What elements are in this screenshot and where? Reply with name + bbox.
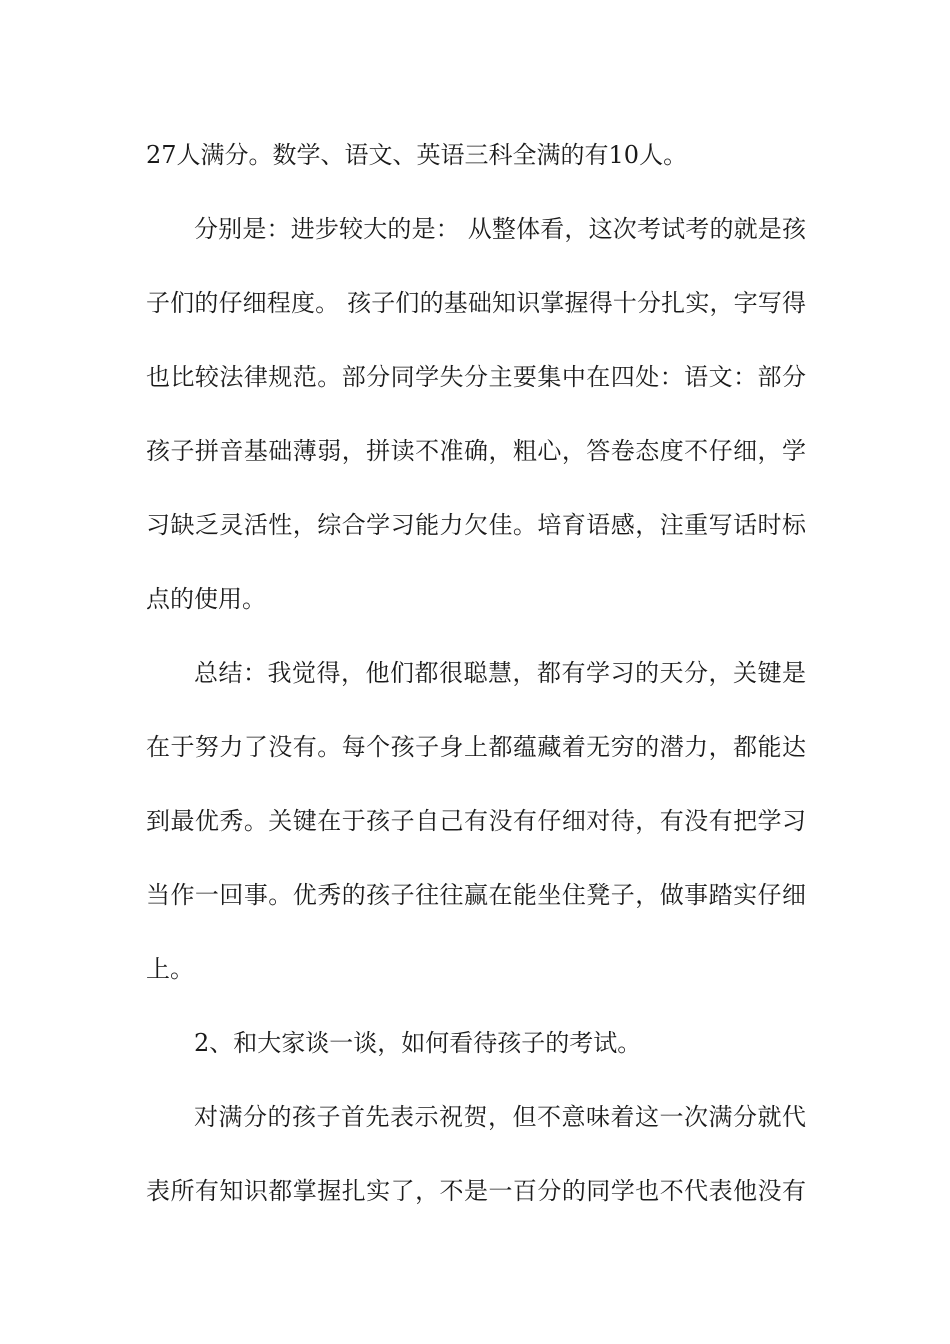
text-line: 点的使用。 xyxy=(146,585,266,613)
text-line: 在于努力了没有。每个孩子身上都蕴藏着无穷的潜力，都能达 xyxy=(146,733,806,761)
text-line: 也比较法律规范。部分同学失分主要集中在四处：语文：部分 xyxy=(146,363,806,391)
text-line: 总结：我觉得，他们都很聪慧，都有学习的天分，关键是 xyxy=(194,659,806,687)
text-line: 2、和大家谈一谈，如何看待孩子的考试。 xyxy=(194,1029,642,1057)
text-line: 27人满分。数学、语文、英语三科全满的有10人。 xyxy=(146,141,688,169)
text-line: 分别是：进步较大的是： 从整体看，这次考试考的就是孩 xyxy=(194,215,806,243)
text-line: 当作一回事。优秀的孩子往往赢在能坐住凳子，做事踏实仔细 xyxy=(146,881,806,909)
text-line: 对满分的孩子首先表示祝贺，但不意味着这一次满分就代 xyxy=(194,1103,806,1131)
text-line: 子们的仔细程度。 孩子们的基础知识掌握得十分扎实，字写得 xyxy=(146,289,806,317)
text-line: 表所有知识都掌握扎实了，不是一百分的同学也不代表他没有 xyxy=(146,1177,806,1205)
text-line: 上。 xyxy=(146,955,194,983)
text-line: 孩子拼音基础薄弱，拼读不准确，粗心，答卷态度不仔细，学 xyxy=(146,437,806,465)
text-line: 到最优秀。关键在于孩子自己有没有仔细对待，有没有把学习 xyxy=(146,807,806,835)
text-line: 习缺乏灵活性，综合学习能力欠佳。培育语感，注重写话时标 xyxy=(146,511,806,539)
